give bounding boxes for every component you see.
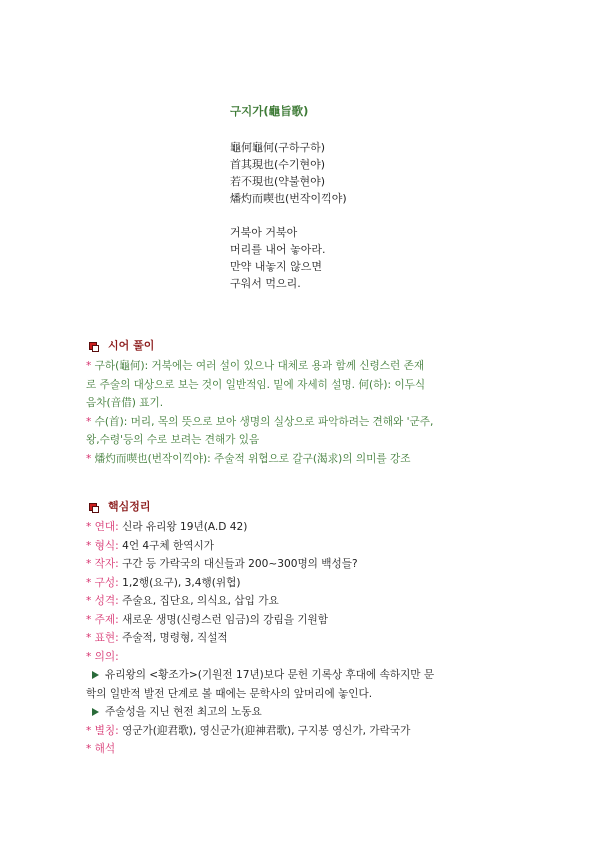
summary-item: * 표현: 주술적, 명령형, 직설적 xyxy=(86,632,228,644)
poem-hanja-line: 燔灼而喫也(번작이끽야) xyxy=(230,192,347,205)
significance-line: 주술성을 지닌 현전 최고의 노동요 xyxy=(86,703,526,722)
poem-korean-line: 머리를 내어 놓아라. xyxy=(230,243,326,256)
asterisk-marker: * xyxy=(86,632,92,644)
note-line: 왕,수령'등의 수로 보려는 견해가 있음 xyxy=(86,434,260,446)
asterisk-marker: * xyxy=(86,539,92,552)
significance-line: 학의 일반적 발전 단계로 볼 때에는 문학사의 앞머리에 놓인다. xyxy=(86,687,373,700)
asterisk-marker: * xyxy=(86,558,92,570)
summary-item-interpretation: * 해석 xyxy=(86,743,116,755)
summary-item: * 주제: 새로운 생명(신령스런 임금)의 강림을 기원함 xyxy=(86,613,329,626)
summary-item: * 작자: 구간 등 가락국의 대신들과 200~300명의 백성들? xyxy=(86,558,358,570)
significance-line: 유리왕의 <황조가>(기원전 17년)보다 문헌 기록상 후대에 속하지만 문 xyxy=(86,666,526,685)
summary-heading-text: 핵심정리 xyxy=(108,500,151,513)
square-bullet-icon xyxy=(89,342,97,350)
poem-hanja-line: 龜何龜何(구하구하) xyxy=(230,141,326,154)
asterisk-marker: * xyxy=(86,724,92,737)
asterisk-marker: * xyxy=(86,576,92,589)
note-line: * 수(首): 머리, 목의 뜻으로 보아 생명의 실상으로 파악하려는 견해와 '군주, xyxy=(86,415,434,428)
triangle-right-icon xyxy=(92,708,99,716)
summary-item: * 구성: 1,2행(요구), 3,4행(위협) xyxy=(86,576,241,589)
poem-korean-line: 구워서 먹으리. xyxy=(230,277,301,290)
summary-item: * 연대: 신라 유리왕 19년(A.D 42) xyxy=(86,521,248,533)
note-line: * 燔灼而喫也(번작이끽야): 주술적 위협으로 갈구(渴求)의 의미를 강조 xyxy=(86,452,411,465)
summary-heading xyxy=(86,498,526,516)
note-line: 로 주술의 대상으로 보는 것이 일반적임. 밑에 자세히 설명. 何(하): 이두식 xyxy=(86,378,426,391)
square-bullet-icon xyxy=(89,503,97,511)
summary-item: * 형식: 4언 4구체 한역시가 xyxy=(86,539,214,552)
poem-hanja-line: 若不現也(약불현야) xyxy=(230,175,326,188)
notes-heading-text: 시어 풀이 xyxy=(108,339,155,352)
asterisk-marker: * xyxy=(86,521,92,533)
notes-heading xyxy=(86,337,526,355)
asterisk-marker: * xyxy=(86,360,92,372)
poem-korean-line: 거북아 거북아 xyxy=(230,226,298,239)
poem-block xyxy=(230,103,530,292)
note-line: 음차(音借) 표기. xyxy=(86,397,164,409)
triangle-right-icon xyxy=(92,671,99,679)
summary-item-alias: * 별칭: 영군가(迎君歌), 영신군가(迎神君歌), 구지봉 영신가, 가락국가 xyxy=(86,724,411,737)
poem-hanja-line: 首其現也(수기현야) xyxy=(230,158,326,171)
asterisk-marker: * xyxy=(86,743,92,755)
asterisk-marker: * xyxy=(86,650,92,663)
asterisk-marker: * xyxy=(86,452,92,465)
asterisk-marker: * xyxy=(86,613,92,626)
asterisk-marker: * xyxy=(86,595,92,607)
summary-item: * 의의: xyxy=(86,650,119,663)
poem-title: 구지가(龜旨歌) xyxy=(230,104,309,118)
asterisk-marker: * xyxy=(86,415,92,428)
note-line: * 구하(龜何): 거북에는 여러 설이 있으나 대체로 용과 함께 신령스런 존재 xyxy=(86,360,425,372)
summary-section xyxy=(86,498,526,759)
summary-item: * 성격: 주술요, 집단요, 의식요, 삽입 가요 xyxy=(86,595,279,607)
notes-section xyxy=(86,337,526,468)
poem-korean-line: 만약 내놓지 않으면 xyxy=(230,260,323,273)
